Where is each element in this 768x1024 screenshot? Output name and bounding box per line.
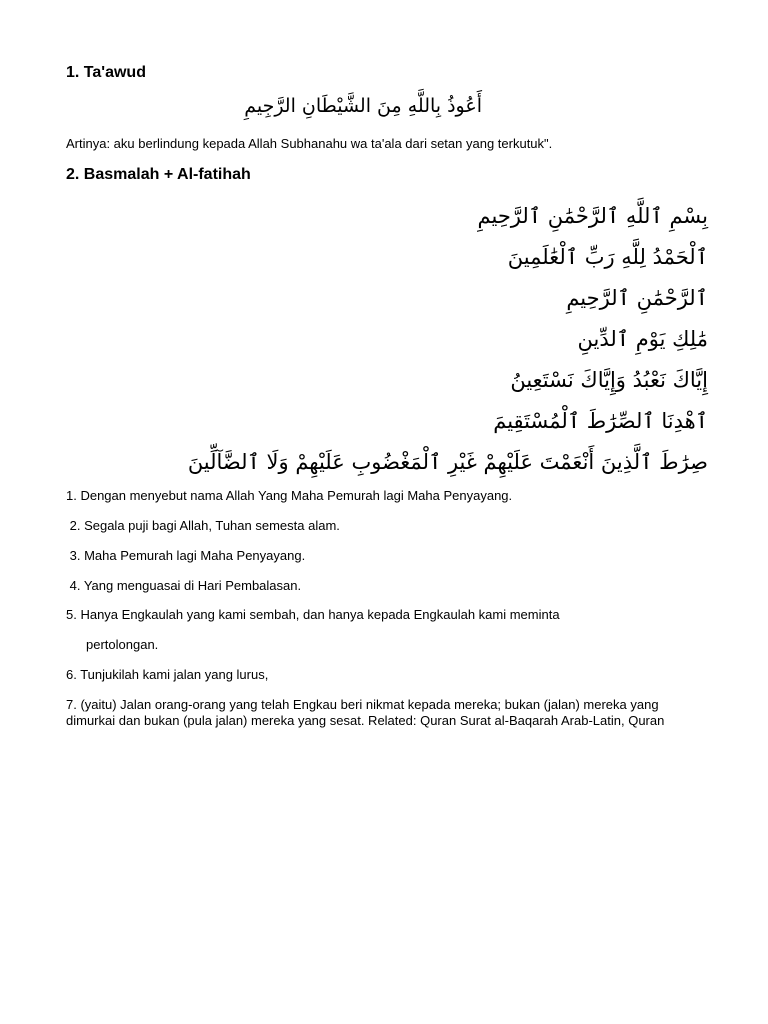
verse-arabic: مَٰلِكِ يَوْمِ ٱلدِّينِ (577, 327, 708, 351)
translation-verse-5: 5. Hanya Engkaulah yang kami sembah, dan hanya kepada Engkaulah kami meminta (66, 607, 560, 622)
verse-arabic: صِرَٰطَ ٱلَّذِينَ أَنْعَمْتَ عَلَيْهِمْ غَيْرِ ٱلْمَغْضُوبِ عَلَيْهِمْ وَلَا ٱلضَّآلِّينَ (187, 450, 708, 474)
verse-arabic: ٱلرَّحْمَٰنِ ٱلرَّحِيمِ (566, 286, 708, 310)
verse-arabic: بِسْمِ ٱللَّهِ ٱلرَّحْمَٰنِ ٱلرَّحِيمِ (477, 204, 708, 228)
heading-basmalah-fatihah: 2. Basmalah + Al-fatihah (66, 166, 251, 183)
translation-verse-2: 2. Segala puji bagi Allah, Tuhan semesta alam. (66, 518, 340, 533)
fatihah-verses-list (148, 196, 708, 483)
translation-verse-5-continued: pertolongan. (86, 637, 159, 652)
heading-taawud: 1. Ta'awud (66, 64, 146, 81)
translation-verse-6: 6. Tunjukilah kami jalan yang lurus, (66, 667, 269, 682)
taawud-translation: Artinya: aku berlindung kepada Allah Subhanahu wa ta'ala dari setan yang terkutuk". (66, 136, 553, 151)
translation-verse-4: 4. Yang menguasai di Hari Pembalasan. (66, 578, 302, 593)
translation-verse-3: 3. Maha Pemurah lagi Maha Penyayang. (66, 548, 306, 563)
translation-verse-1: 1. Dengan menyebut nama Allah Yang Maha Pemurah lagi Maha Penyayang. (66, 488, 513, 503)
translation-verse-7: 7. (yaitu) Jalan orang-orang yang telah Engkau beri nikmat kepada mereka; bukan (jalan) mereka yang dimurkai dan bukan (pula jalan) mereka yang sesat. Related: Quran Surat al-Baqarah Arab-Latin, Quran (66, 697, 665, 728)
verse-arabic: ٱهْدِنَا ٱلصِّرَٰطَ ٱلْمُسْتَقِيمَ (493, 409, 708, 433)
taawud-arabic-text: أَعُوذُ بِاللَّهِ مِنَ الشَّيْطَانِ الرَّجِيمِ (244, 95, 482, 117)
verse-arabic: ٱلْحَمْدُ لِلَّهِ رَبِّ ٱلْعَٰلَمِينَ (507, 245, 708, 269)
verse-arabic: إِيَّاكَ نَعْبُدُ وَإِيَّاكَ نَسْتَعِينُ (510, 368, 708, 392)
